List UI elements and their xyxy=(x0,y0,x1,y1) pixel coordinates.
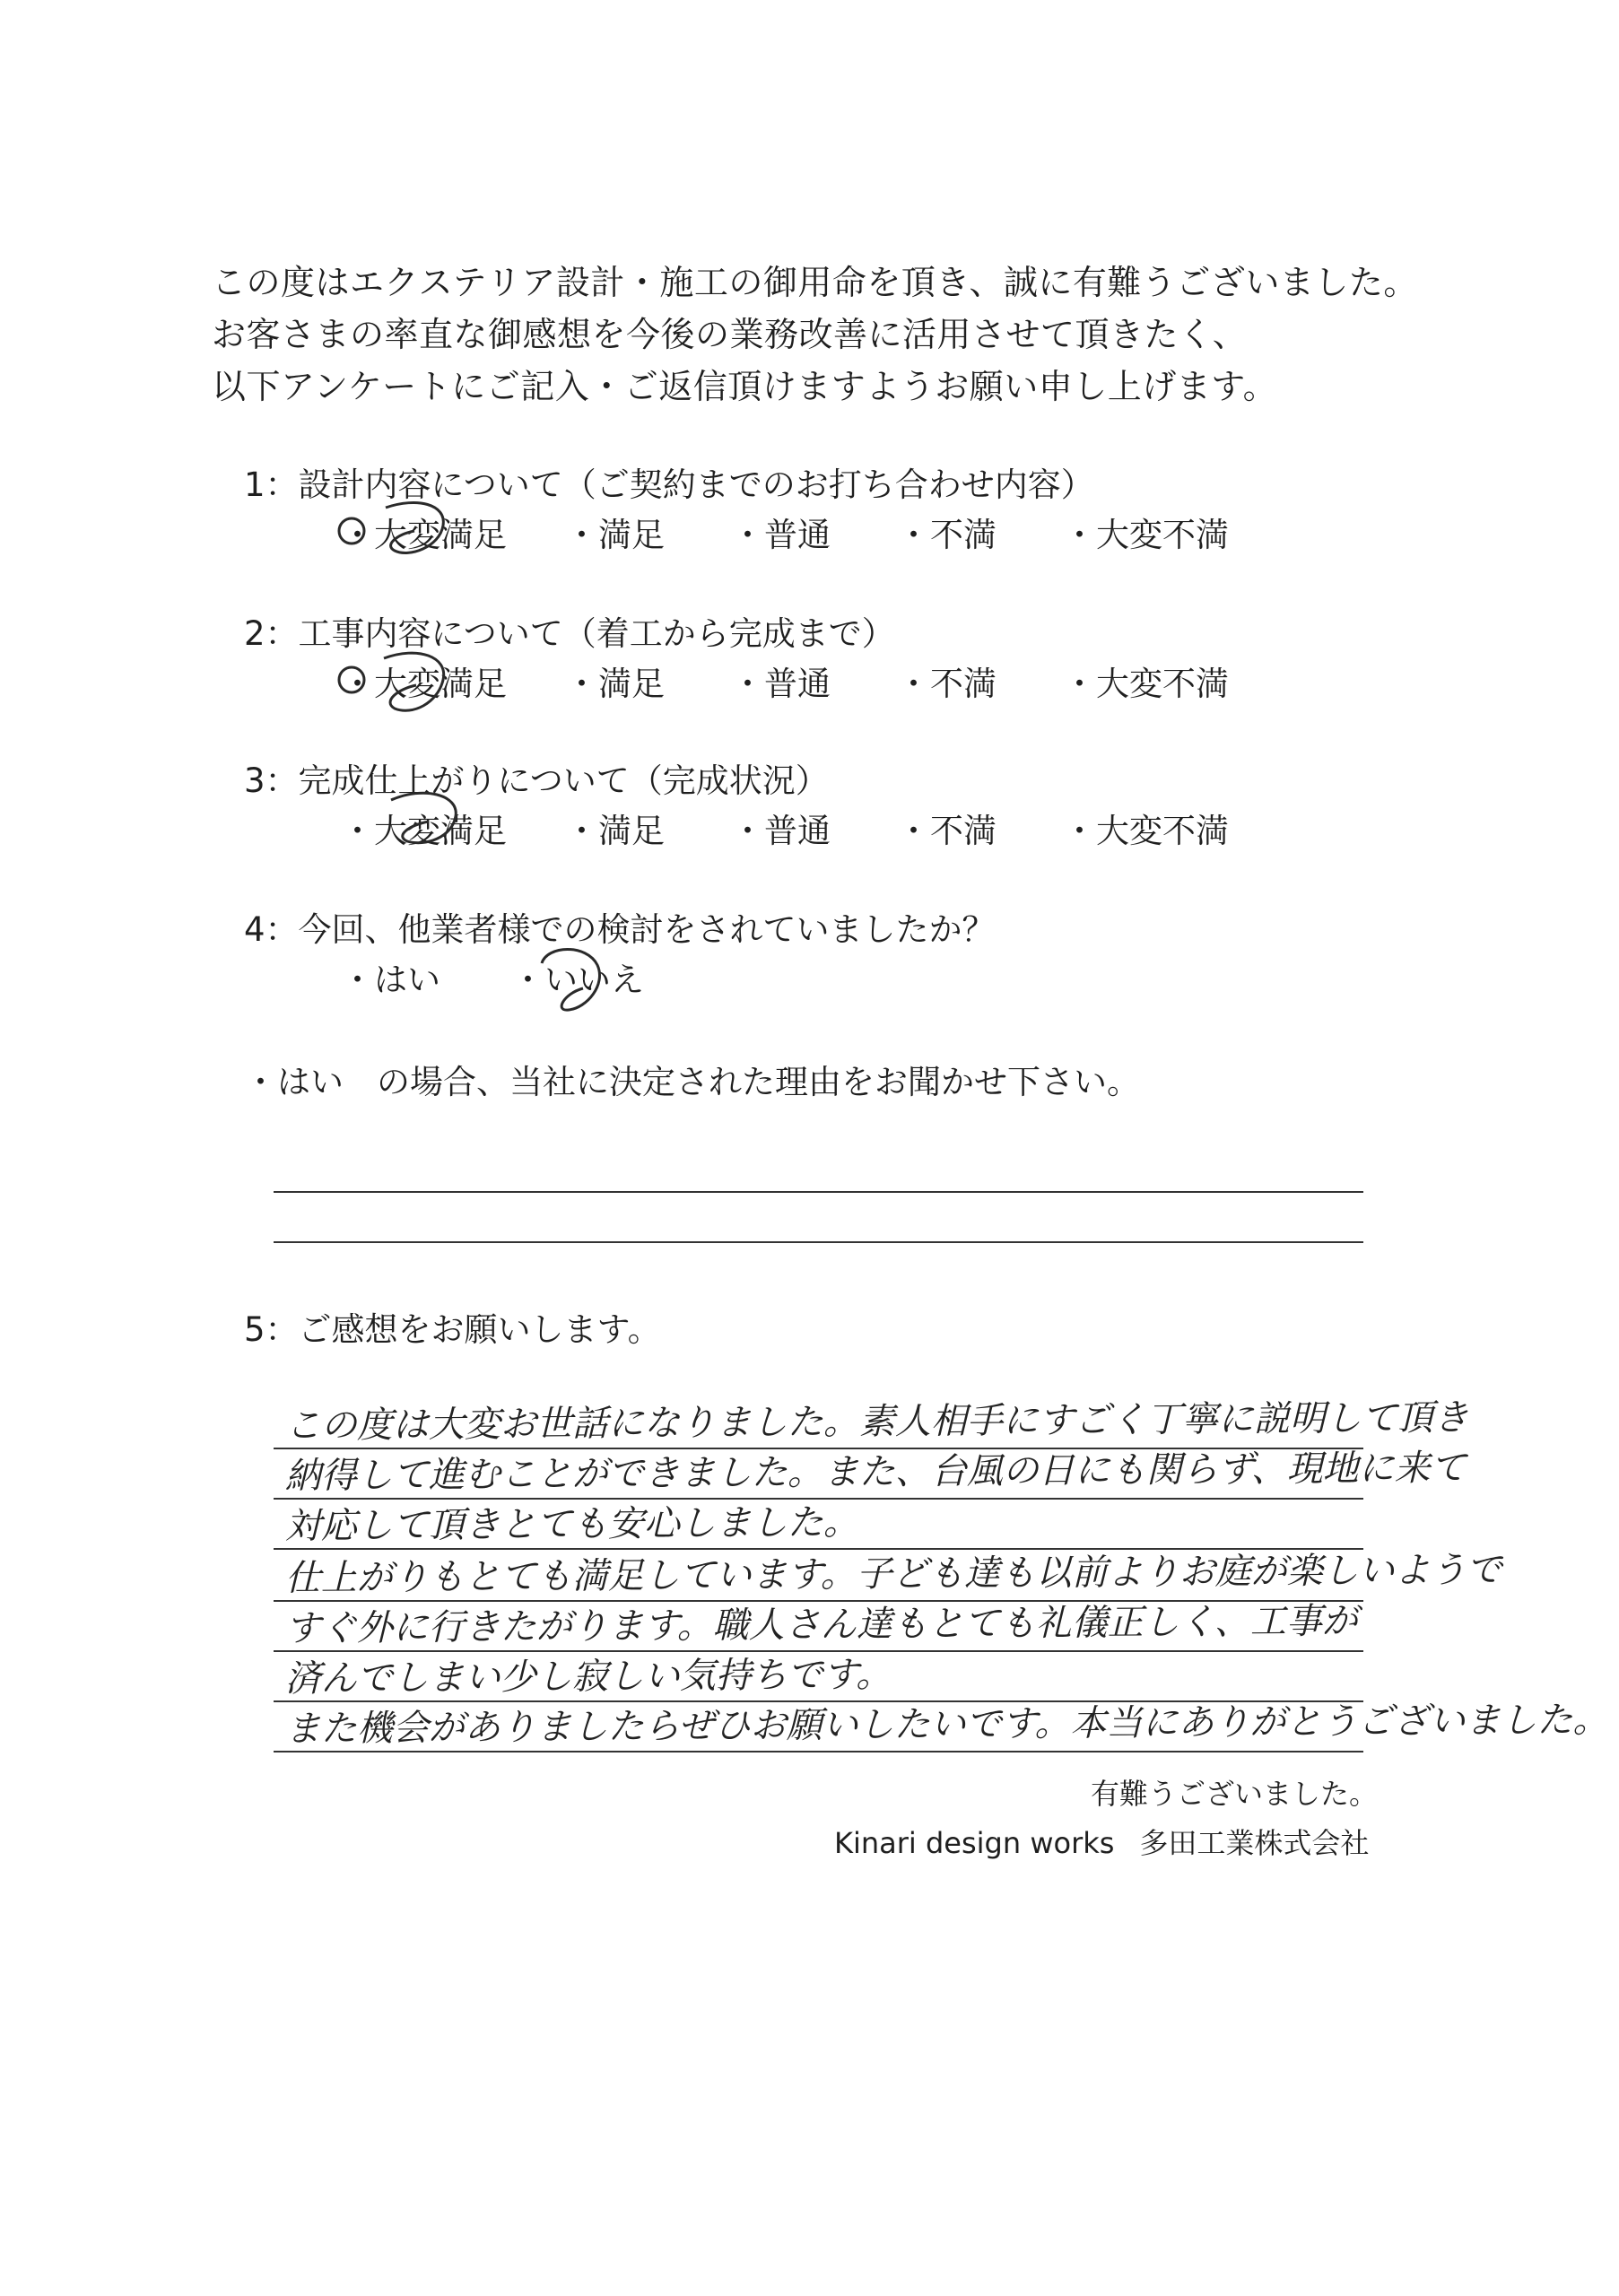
handwritten-comment: 済んでしまい少し寂しい気持ちです。 xyxy=(284,1654,892,1700)
option-satisfied[interactable]: ・満足 xyxy=(565,812,665,850)
handwritten-comment: この度は大変お世話になりました。素人相手にすごく丁寧に説明して頂き xyxy=(284,1396,1469,1447)
option-dissatisfied[interactable]: ・不満 xyxy=(897,516,997,554)
company-name-jp: 多田工業株式会社 xyxy=(1139,1826,1370,1860)
option-dissatisfied[interactable]: ・不満 xyxy=(897,812,997,850)
option-satisfied[interactable]: ・満足 xyxy=(565,665,665,703)
handwritten-comment: また機会がありましたらぜひお願いしたいです。本当にありがとうございました。 xyxy=(284,1699,1609,1750)
intro-line: この度はエクステリア設計・施工の御用命を頂き、誠に有難うございました。 xyxy=(212,263,1418,302)
comments-label: 5：ご感想をお願いします。 xyxy=(244,1310,661,1349)
option-dissatisfied[interactable]: ・不満 xyxy=(897,665,997,703)
reason-answer-line[interactable] xyxy=(274,1241,1363,1243)
option-yes[interactable]: ・はい xyxy=(341,961,440,999)
question-4-label: 4：今回、他業者様での検討をされていましたか？ xyxy=(244,910,996,949)
reason-answer-line[interactable] xyxy=(274,1191,1363,1193)
question-3-label: 3：完成仕上がりについて（完成状況） xyxy=(244,761,829,800)
intro-text xyxy=(212,257,1418,413)
handwritten-comment: 対応して頂きとても安心しました。 xyxy=(284,1501,859,1547)
option-no[interactable]: ・いいえ xyxy=(511,961,644,999)
comment-line xyxy=(274,1751,1363,1752)
option-very-dissatisfied[interactable]: ・大変不満 xyxy=(1063,665,1229,703)
option-very-satisfied[interactable]: ・大変満足 xyxy=(341,516,507,554)
company-signature xyxy=(834,1821,1369,1862)
closing-thanks: 有難うございました。 xyxy=(1091,1777,1379,1811)
company-name-en: Kinari design works xyxy=(834,1826,1115,1860)
option-very-dissatisfied[interactable]: ・大変不満 xyxy=(1063,812,1229,850)
intro-line: 以下アンケートにご記入・ご返信頂けますようお願い申し上げます。 xyxy=(212,367,1278,406)
option-very-dissatisfied[interactable]: ・大変不満 xyxy=(1063,516,1229,554)
intro-line: お客さまの率直な御感想を今後の業務改善に活用させて頂きたく、 xyxy=(212,315,1248,354)
option-neutral[interactable]: ・普通 xyxy=(731,812,831,850)
reason-prompt: ・はい の場合、当社に決定された理由をお聞かせ下さい。 xyxy=(244,1063,1140,1101)
option-neutral[interactable]: ・普通 xyxy=(731,665,831,703)
option-very-satisfied[interactable]: ・大変満足 xyxy=(341,665,507,703)
question-2-label: 2：工事内容について（着工から完成まで） xyxy=(244,614,895,653)
handwritten-comment: 納得して進むことができました。また、台風の日にも関らず、現地に来て xyxy=(284,1447,1467,1497)
option-satisfied[interactable]: ・満足 xyxy=(565,516,665,554)
handwritten-comment: すぐ外に行きたがります。職人さん達もとても礼儀正しく、工事が xyxy=(284,1600,1358,1649)
question-1-label: 1：設計内容について（ご契約までのお打ち合わせ内容） xyxy=(244,465,1094,504)
handwritten-comment: 仕上がりもとても満足しています。子ども達も以前よりお庭が楽しいようで xyxy=(284,1549,1502,1599)
option-very-satisfied[interactable]: ・大変満足 xyxy=(341,812,507,850)
option-neutral[interactable]: ・普通 xyxy=(731,516,831,554)
